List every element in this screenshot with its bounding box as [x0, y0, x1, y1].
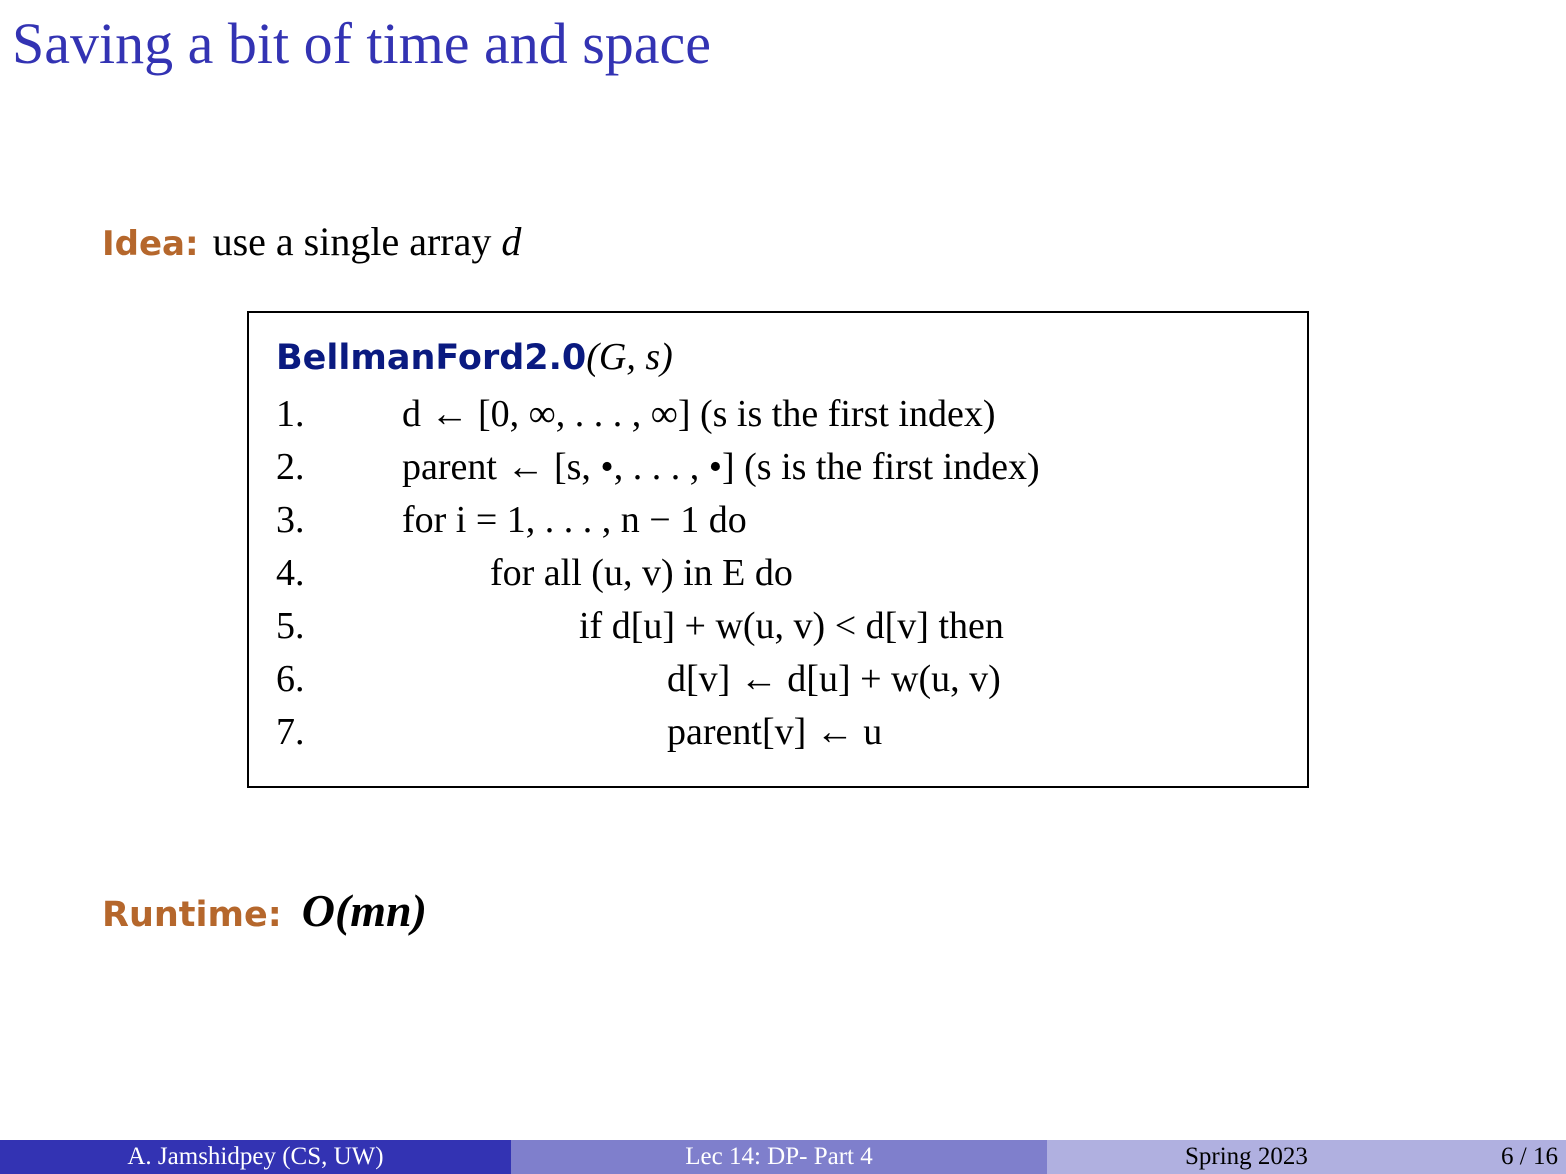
- footer-lecture: Lec 14: DP- Part 4: [511, 1140, 1047, 1174]
- runtime-line: [102, 884, 427, 937]
- line-code: d[v] ← d[u] + w(u, v): [667, 658, 1001, 700]
- algorithm-args: (G, s): [586, 336, 673, 378]
- algorithm-header: [276, 335, 673, 379]
- line-number: 7.: [276, 711, 305, 753]
- line-code: if d[u] + w(u, v) < d[v] then: [579, 605, 1004, 647]
- line-number: 2.: [276, 446, 305, 488]
- line-number: 1.: [276, 393, 305, 435]
- line-code: for i = 1, . . . , n − 1 do: [402, 499, 747, 541]
- runtime-label: Runtime:: [102, 895, 282, 935]
- footer-page-number: 6 / 16: [1501, 1143, 1558, 1170]
- footer-bar: [0, 1140, 1566, 1174]
- idea-text: use a single array: [212, 219, 502, 264]
- footer-term: Spring 2023: [1185, 1143, 1308, 1170]
- line-number: 4.: [276, 552, 305, 594]
- algorithm-name: BellmanFord2.0: [276, 338, 587, 378]
- line-code: parent[v] ← u: [667, 711, 883, 753]
- idea-line: [102, 218, 521, 265]
- slide-title: Saving a bit of time and space: [12, 11, 712, 76]
- line-code: parent ← [s, •, . . . , •] (s is the first index): [402, 446, 1040, 488]
- line-number: 5.: [276, 605, 305, 647]
- line-code: for all (u, v) in E do: [490, 552, 793, 594]
- idea-variable: d: [501, 219, 522, 264]
- idea-label: Idea:: [102, 224, 199, 264]
- algorithm-box: [247, 311, 1309, 788]
- footer-right: [1047, 1140, 1566, 1174]
- line-number: 3.: [276, 499, 305, 541]
- line-code: d ← [0, ∞, . . . , ∞] (s is the first index): [402, 393, 996, 435]
- runtime-value: O(mn): [301, 885, 427, 936]
- footer-author: A. Jamshidpey (CS, UW): [0, 1140, 511, 1174]
- line-number: 6.: [276, 658, 305, 700]
